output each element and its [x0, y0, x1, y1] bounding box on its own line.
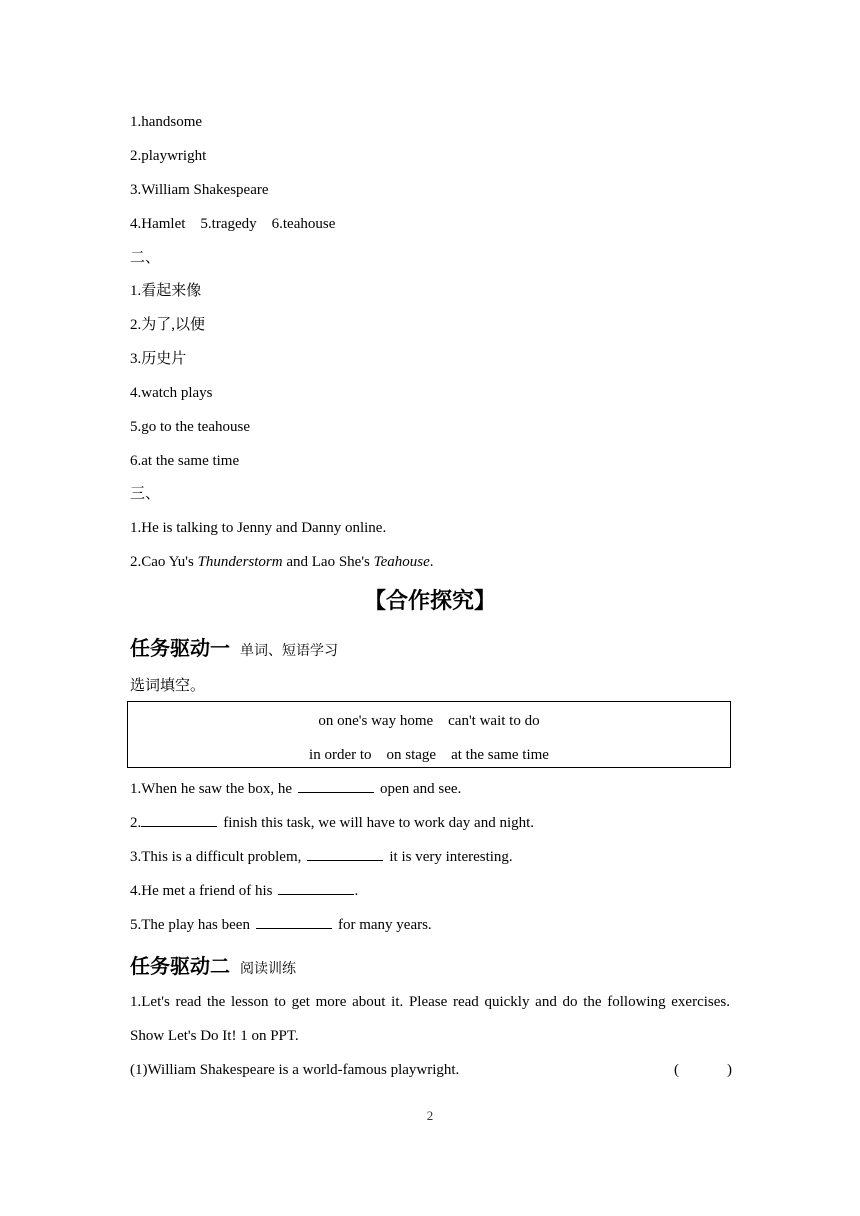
answer-1-2: 2.playwright: [130, 148, 207, 164]
answer-2-2: 2.为了,以便: [130, 317, 206, 333]
task-2-subtitle: 阅读训练: [240, 961, 296, 977]
main-heading: 【合作探究】: [363, 589, 496, 614]
answer-1-4: 4.Hamlet 5.tragedy 6.teahouse: [130, 216, 336, 232]
reading-instruction-line-1: 1.Let's read the lesson to get more about it. Please read quickly and do the following exercises.: [130, 994, 730, 1010]
task-2-heading: [130, 950, 296, 979]
answer-blank[interactable]: [278, 880, 354, 895]
answer-blank[interactable]: [307, 846, 383, 861]
answer-2-5: 5.go to the teahouse: [130, 419, 250, 435]
answer-blank[interactable]: [256, 914, 332, 929]
task-1-heading: [130, 632, 338, 661]
fill-item-2: 2. finish this task, we will have to work day and night.: [130, 812, 534, 833]
fill-item-5: 5.The play has been for many years.: [130, 914, 432, 935]
page-number: 2: [426, 1108, 434, 1123]
answer-parentheses[interactable]: ( ): [674, 1062, 732, 1078]
answer-2-6: 6.at the same time: [130, 453, 240, 469]
fill-item-4: 4.He met a friend of his .: [130, 880, 358, 901]
task-2-title: 任务驱动二: [130, 954, 230, 978]
word-bank-row-2: in order to on stage at the same time: [309, 747, 549, 763]
answer-2-1: 1.看起来像: [130, 283, 202, 299]
answer-blank[interactable]: [298, 778, 374, 793]
answer-3-1: 1.He is talking to Jenny and Danny online.: [130, 520, 387, 536]
fill-item-3: 3.This is a difficult problem, it is very interesting.: [130, 846, 513, 867]
word-bank-box: [127, 701, 731, 768]
reading-instruction-line-2: Show Let's Do It! 1 on PPT.: [130, 1028, 299, 1044]
answer-2-3: 3.历史片: [130, 351, 187, 367]
answer-3-2: 2.Cao Yu's Thunderstorm and Lao She's Teahouse.: [130, 554, 434, 570]
task-1-subtitle: 单词、短语学习: [240, 643, 338, 659]
section-3-heading: 三、: [130, 486, 161, 502]
answer-blank[interactable]: [141, 812, 217, 827]
word-bank-row-1: on one's way home can't wait to do: [318, 713, 540, 729]
answer-1-3: 3.William Shakespeare: [130, 182, 269, 198]
task-1-title: 任务驱动一: [130, 636, 230, 660]
fill-item-1: 1.When he saw the box, he open and see.: [130, 778, 461, 799]
reading-question-1: (1)William Shakespeare is a world-famous playwright.: [130, 1062, 460, 1078]
instruction: 选词填空。: [130, 678, 206, 694]
answer-2-4: 4.watch plays: [130, 385, 213, 401]
answer-1-1: 1.handsome: [130, 114, 203, 130]
section-2-heading: 二、: [130, 250, 161, 266]
